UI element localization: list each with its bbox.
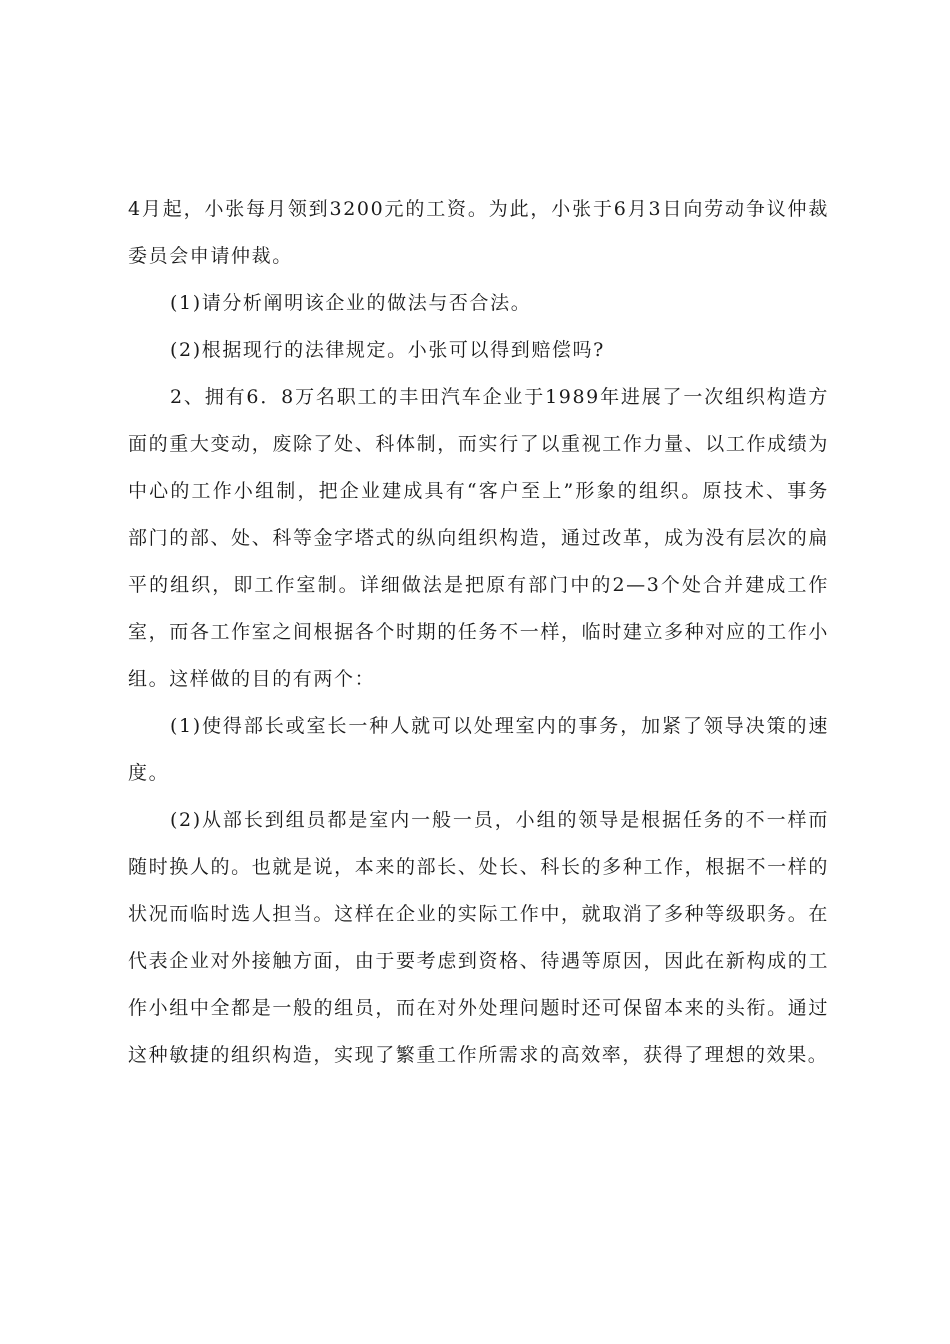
- paragraph-purpose-1: (1)使得部长或室长一种人就可以处理室内的事务，加紧了领导决策的速度。: [128, 715, 829, 784]
- paragraph-question-1: (1)请分析阐明该企业的做法与否合法。: [170, 292, 532, 314]
- paragraph-case-2: 2、拥有6．8万名职工的丰田汽车企业于1989年进展了一次组织构造方面的重大变动，废除了处、科体制，而实行了以重视工作力量、以工作成绩为中心的工作小组制，把企业建成具有“客户至上”形象的组织。原技术、事务部门的部、处、科等金字塔式的纵向组织构造，通过改革，成为没有层次的扁平的组织，即工作室制。详细做法是把原有部门中的2—3个处合并建成工作室，而各工作室之间根据各个时期的任务不一样，临时建立多种对应的工作小组。这样做的目的有两个：: [128, 386, 829, 690]
- paragraph-purpose-2: (2)从部长到组员都是室内一般一员，小组的领导是根据任务的不一样而随时换人的。也就是说，本来的部长、处长、科长的多种工作，根据不一样的状况而临时选人担当。这样在企业的实际工作中，就取消了多种等级职务。在代表企业对外接触方面，由于要考虑到资格、待遇等原因，因此在新构成的工作小组中全都是一般的组员，而在对外处理问题时还可保留本来的头衔。通过这种敏捷的组织构造，实现了繁重工作所需求的高效率，获得了理想的效果。: [128, 809, 829, 1066]
- paragraph-case-continuation: 4月起，小张每月领到3200元的工资。为此，小张于6月3日向劳动争议仲裁委员会申请仲裁。: [128, 198, 829, 267]
- document-body: [128, 186, 829, 1079]
- paragraph-question-2: (2)根据现行的法律规定。小张可以得到赔偿吗?: [170, 339, 605, 361]
